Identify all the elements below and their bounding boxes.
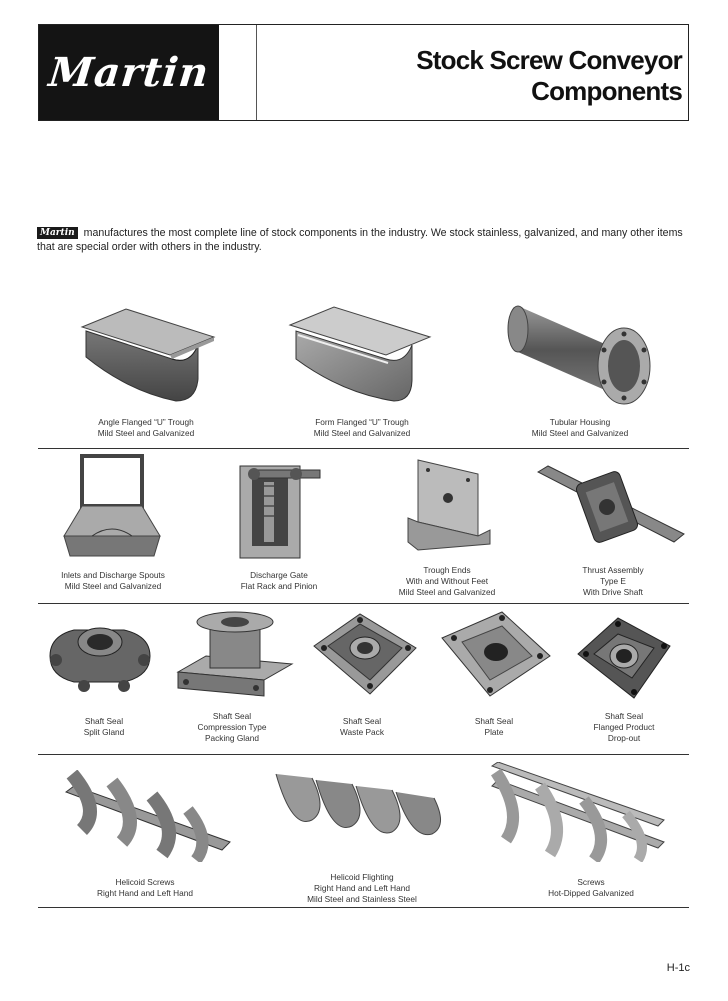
caption-flanged-dropout: Shaft Seal Flanged Product Drop-out bbox=[593, 711, 655, 743]
waste-pack-image bbox=[310, 610, 420, 705]
caption-helicoid-flighting: Helicoid Flighting Right Hand and Left Hand Mild Steel and Stainless Steel bbox=[307, 872, 417, 904]
caption-plate-seal: Shaft Seal Plate bbox=[474, 716, 514, 737]
plate-seal-image bbox=[440, 608, 552, 705]
intro-text: manufactures the most complete line of stock components in the industry. We stock stainless, galvanized, and many other items that are special order with others in the industry. bbox=[37, 227, 683, 253]
martin-logo bbox=[39, 25, 219, 120]
caption-angle-flanged-trough: Angle Flanged “U” Trough Mild Steel and Galvanized bbox=[97, 417, 195, 438]
helicoid-flighting-image bbox=[272, 770, 452, 845]
page-number: H-1c bbox=[666, 962, 690, 974]
header-divider bbox=[256, 25, 257, 120]
page-title bbox=[416, 45, 682, 107]
caption-spout: Inlets and Discharge Spouts Mild Steel and Galvanized bbox=[61, 570, 165, 591]
logo-wordmark: Martin bbox=[46, 49, 212, 96]
row-divider bbox=[38, 907, 689, 908]
page-header bbox=[38, 24, 689, 121]
angle-flanged-trough-image bbox=[78, 305, 218, 410]
inline-martin-logo: Martin bbox=[37, 227, 78, 239]
discharge-gate-image bbox=[234, 456, 324, 569]
trough-end-image bbox=[404, 456, 494, 557]
caption-trough-end: Trough Ends With and Without Feet Mild Steel and Galvanized bbox=[398, 565, 496, 597]
caption-waste-pack: Shaft Seal Waste Pack bbox=[340, 716, 384, 737]
caption-galvanized-screws: Screws Hot-Dipped Galvanized bbox=[548, 877, 634, 898]
packing-gland-image bbox=[176, 608, 294, 705]
form-flanged-trough-image bbox=[288, 305, 433, 410]
caption-discharge-gate: Discharge Gate Flat Rack and Pinion bbox=[240, 570, 318, 591]
flanged-dropout-image bbox=[574, 614, 674, 707]
row-divider bbox=[38, 603, 689, 604]
helicoid-screw-image bbox=[62, 770, 232, 867]
tubular-housing-image bbox=[504, 296, 654, 413]
caption-thrust-assembly: Thrust Assembly Type E With Drive Shaft bbox=[582, 565, 644, 597]
caption-packing-gland: Shaft Seal Compression Type Packing Gland bbox=[197, 711, 267, 743]
spout-image bbox=[62, 452, 162, 569]
caption-helicoid-screw: Helicoid Screws Right Hand and Left Hand bbox=[97, 877, 193, 898]
split-gland-image bbox=[44, 612, 156, 705]
title-line-2: Components bbox=[531, 76, 682, 106]
intro-paragraph bbox=[37, 226, 702, 254]
row-divider bbox=[38, 448, 689, 449]
galvanized-screws-image bbox=[488, 762, 668, 867]
thrust-assembly-image bbox=[536, 462, 686, 557]
caption-split-gland: Shaft Seal Split Gland bbox=[83, 716, 125, 737]
caption-tubular-housing: Tubular Housing Mild Steel and Galvanized bbox=[531, 417, 629, 438]
caption-form-flanged-trough: Form Flanged “U” Trough Mild Steel and Galvanized bbox=[313, 417, 411, 438]
title-line-1: Stock Screw Conveyor bbox=[416, 45, 682, 75]
row-divider bbox=[38, 754, 689, 755]
